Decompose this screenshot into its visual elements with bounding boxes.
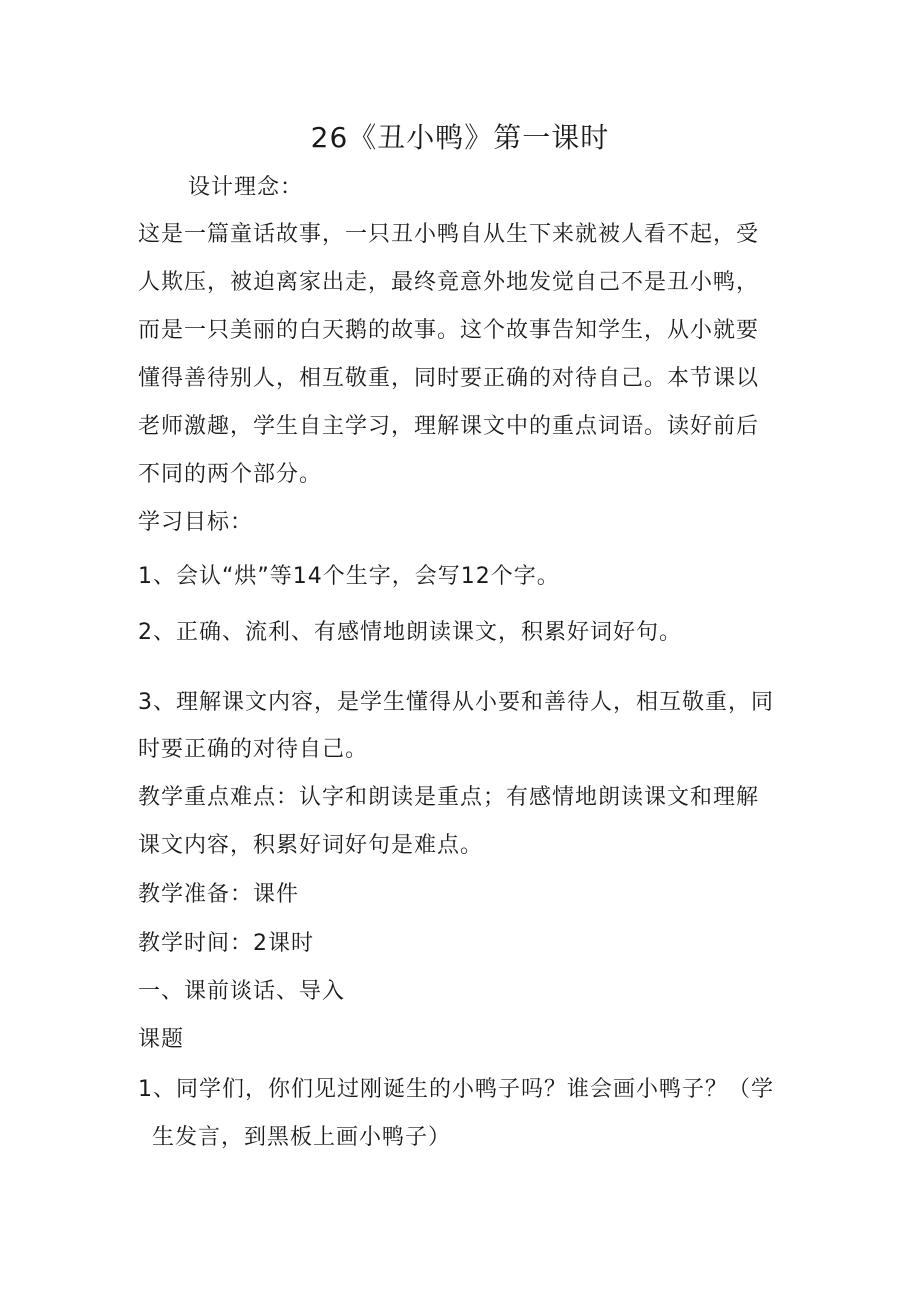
paragraph-line: 人欺压，被迫离家出走，最终竟意外地发觉自己不是丑小鸭， bbox=[138, 270, 760, 295]
section-heading-goals: 学习目标： bbox=[138, 510, 254, 535]
paragraph-line: 懂得善待别人，相互敬重，同时要正确的对待自己。本节课以 bbox=[138, 366, 760, 391]
subject-heading: 课题 bbox=[138, 1027, 185, 1052]
paragraph-line: 而是一只美丽的白天鹅的故事。这个故事告知学生，从小就要 bbox=[138, 318, 760, 343]
goal-item-3: 3、理解课文内容，是学生懂得从小要和善待人，相互敬重，同 bbox=[138, 690, 774, 715]
section-heading-intro: 一、课前谈话、导入 bbox=[138, 979, 346, 1004]
goal-item-1: 1、会认“烘”等14个生字，会写12个字。 bbox=[138, 564, 560, 589]
step-item-1: 1、同学们，你们见过刚诞生的小鸭子吗？谁会画小鸭子？（学 bbox=[138, 1077, 774, 1102]
teaching-preparation: 教学准备：课件 bbox=[138, 882, 300, 907]
key-difficulties-continued: 课文内容，积累好词好句是难点。 bbox=[138, 833, 484, 858]
key-difficulties: 教学重点难点：认字和朗读是重点；有感情地朗读课文和理解 bbox=[138, 785, 760, 810]
paragraph-line: 老师激趣，学生自主学习，理解课文中的重点词语。读好前后 bbox=[138, 414, 760, 439]
teaching-time: 教学时间：2课时 bbox=[138, 931, 314, 956]
section-heading-design: 设计理念： bbox=[188, 175, 304, 200]
goal-item-3-continued: 时要正确的对待自己。 bbox=[138, 737, 369, 762]
paragraph-line: 这是一篇童话故事，一只丑小鸭自从生下来就被人看不起，受 bbox=[138, 222, 760, 247]
goal-item-2: 2、正确、流利、有感情地朗读课文，积累好词好句。 bbox=[138, 620, 682, 645]
page-title: 26《丑小鸭》第一课时 bbox=[310, 121, 610, 154]
step-item-1-continued: 生发言，到黑板上画小鸭子） bbox=[152, 1125, 452, 1150]
paragraph-line: 不同的两个部分。 bbox=[138, 462, 323, 487]
